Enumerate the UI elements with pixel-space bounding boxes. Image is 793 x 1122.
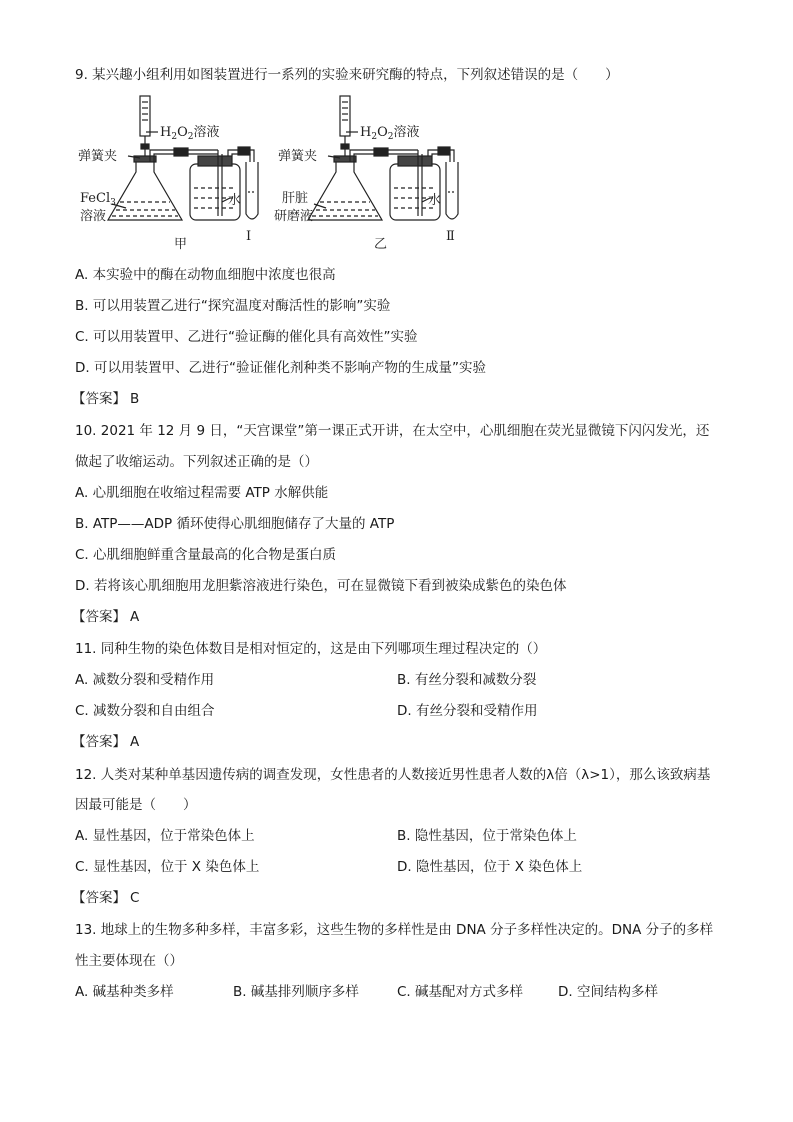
q13-stem-line1: 13. 地球上的生物多种多样，丰富多彩，这些生物的多样性是由 DNA 分子多样性决定的。DNA 分子的多样 <box>75 922 714 938</box>
q10-answer-tag: 【答案】 <box>72 609 126 625</box>
left-clamp-label: 弹簧夹 <box>78 149 118 164</box>
q10-answer-value: A <box>130 609 140 625</box>
q9-answer <box>72 390 139 408</box>
left-reagent-label-2: 溶液 <box>80 209 107 224</box>
q13-option-a: A. 碱基种类多样 <box>75 984 174 1000</box>
q11-option-a: A. 减数分裂和受精作用 <box>75 672 215 688</box>
q9-apparatus-figure <box>78 92 498 254</box>
q12-answer <box>72 889 139 907</box>
q11-answer-value: A <box>130 734 140 750</box>
right-reagent-label-2: 研磨液 <box>274 209 314 224</box>
left-water-label: 水 <box>228 193 242 208</box>
q11-option-c: C. 减数分裂和自由组合 <box>75 703 215 719</box>
left-apparatus-label: 甲 <box>174 237 188 252</box>
q12-option-d: D. 隐性基因，位于 X 染色体上 <box>397 859 583 875</box>
q9-option-b: B. 可以用装置乙进行“探究温度对酶活性的影响”实验 <box>75 298 391 314</box>
q12-answer-tag: 【答案】 <box>72 890 126 906</box>
q11-answer <box>72 733 139 751</box>
q12-stem-line2: 因最可能是（ ） <box>75 797 197 813</box>
right-h2o2-label: $H_2O_2$溶液 <box>360 125 420 142</box>
right-tube-label: Ⅱ <box>446 229 455 244</box>
q10-option-c: C. 心肌细胞鲜重含量最高的化合物是蛋白质 <box>75 547 337 563</box>
q10-option-a: A. 心肌细胞在收缩过程需要 ATP 水解供能 <box>75 485 329 501</box>
q9-answer-tag: 【答案】 <box>72 391 126 407</box>
q9-option-d: D. 可以用装置甲、乙进行“验证催化剂种类不影响产物的生成量”实验 <box>75 360 486 376</box>
q10-stem-line1: 10. 2021 年 12 月 9 日，“天宫课堂”第一课正式开讲，在太空中，心肌细胞在荧光显微镜下闪闪发光，还 <box>75 423 710 439</box>
q11-option-b: B. 有丝分裂和减数分裂 <box>397 672 537 688</box>
right-clamp-label: 弹簧夹 <box>278 149 318 164</box>
q11-option-d: D. 有丝分裂和受精作用 <box>397 703 538 719</box>
q11-stem: 11. 同种生物的染色体数目是相对恒定的，这是由下列哪项生理过程决定的（） <box>75 641 547 657</box>
left-tube-label: Ⅰ <box>246 229 252 244</box>
q10-option-b: B. ATP——ADP 循环使得心肌细胞储存了大量的 ATP <box>75 516 395 532</box>
right-reagent-label-1: 肝脏 <box>282 191 309 206</box>
right-water-label: 水 <box>428 193 442 208</box>
q13-option-b: B. 碱基排列顺序多样 <box>233 984 359 1000</box>
q9-answer-value: B <box>130 391 140 407</box>
q10-answer <box>72 608 139 626</box>
q10-option-d: D. 若将该心肌细胞用龙胆紫溶液进行染色，可在显微镜下看到被染成紫色的染色体 <box>75 578 567 594</box>
q11-answer-tag: 【答案】 <box>72 734 126 750</box>
left-reagent-label-1: FeCl$_3$ <box>80 191 116 208</box>
q13-option-c: C. 碱基配对方式多样 <box>397 984 524 1000</box>
q12-option-a: A. 显性基因，位于常染色体上 <box>75 828 255 844</box>
q13-stem-line2: 性主要体现在（） <box>75 953 183 969</box>
q12-answer-value: C <box>130 890 140 906</box>
q13-option-d: D. 空间结构多样 <box>558 984 658 1000</box>
left-h2o2-label: $H_2O_2$溶液 <box>160 125 220 142</box>
q9-option-a: A. 本实验中的酶在动物血细胞中浓度也很高 <box>75 267 336 283</box>
q10-stem-line2: 做起了收缩运动。下列叙述正确的是（） <box>75 454 318 470</box>
q9-stem: 9. 某兴趣小组利用如图装置进行一系列的实验来研究酶的特点，下列叙述错误的是（ ） <box>75 67 619 83</box>
q12-stem-line1: 12. 人类对某种单基因遗传病的调查发现，女性患者的人数接近男性患者人数的λ倍（λ>1），那么该致病基 <box>75 767 711 783</box>
q9-option-c: C. 可以用装置甲、乙进行“验证酶的催化具有高效性”实验 <box>75 329 418 345</box>
right-apparatus-label: 乙 <box>374 237 388 252</box>
q12-option-b: B. 隐性基因，位于常染色体上 <box>397 828 577 844</box>
q12-option-c: C. 显性基因，位于 X 染色体上 <box>75 859 260 875</box>
